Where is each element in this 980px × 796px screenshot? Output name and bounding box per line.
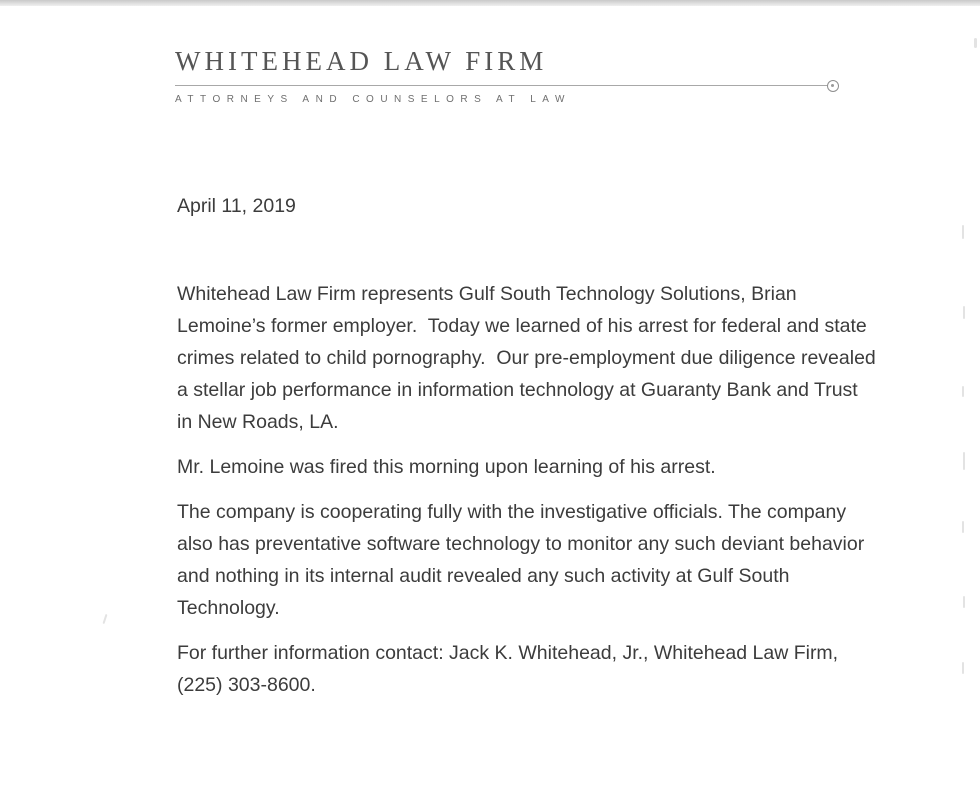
scan-edge-artifact (963, 452, 965, 470)
scan-edge-artifact (962, 521, 964, 533)
letter-paragraph: The company is cooperating fully with the investigative officials. The company also has preventative software technology to monitor any such deviant behavior and nothing in its internal audit revealed any such activity at Gulf South Technology. (177, 501, 870, 619)
letter-body (177, 190, 882, 714)
letterhead (175, 46, 855, 105)
horizontal-rule (175, 85, 827, 86)
firm-name: WHITEHEAD LAW FIRM (175, 46, 548, 76)
scan-edge-artifact (103, 614, 108, 624)
letterhead-rule (175, 80, 855, 92)
scan-edge-artifact (963, 596, 965, 608)
scan-edge-artifact (962, 386, 964, 397)
letter-paragraph: Mr. Lemoine was fired this morning upon learning of his arrest. (177, 456, 716, 478)
scan-edge-artifact (963, 306, 965, 319)
letter-paragraph: For further information contact: Jack K. Whitehead, Jr., Whitehead Law Firm, (225) 303-8600. (177, 642, 844, 696)
letter-paragraphs (177, 278, 882, 701)
circle-ornament-icon (827, 80, 839, 92)
scan-edge-artifact (962, 662, 964, 674)
letter-paragraph: Whitehead Law Firm represents Gulf South Technology Solutions, Brian Lemoine’s former employer. Today we learned of his arrest for federal and state crimes related to child pornography. Our pre-employment due diligence revealed a stellar job performance in information technology at Guaranty Bank and Trust in New Roads, LA. (177, 283, 882, 433)
firm-tagline: ATTORNEYS AND COUNSELORS AT LAW (175, 94, 571, 105)
scan-edge-artifact-top (0, 0, 980, 6)
scan-edge-artifact (974, 38, 977, 48)
letter-date: April 11, 2019 (177, 195, 296, 217)
scan-edge-artifact (962, 225, 964, 239)
